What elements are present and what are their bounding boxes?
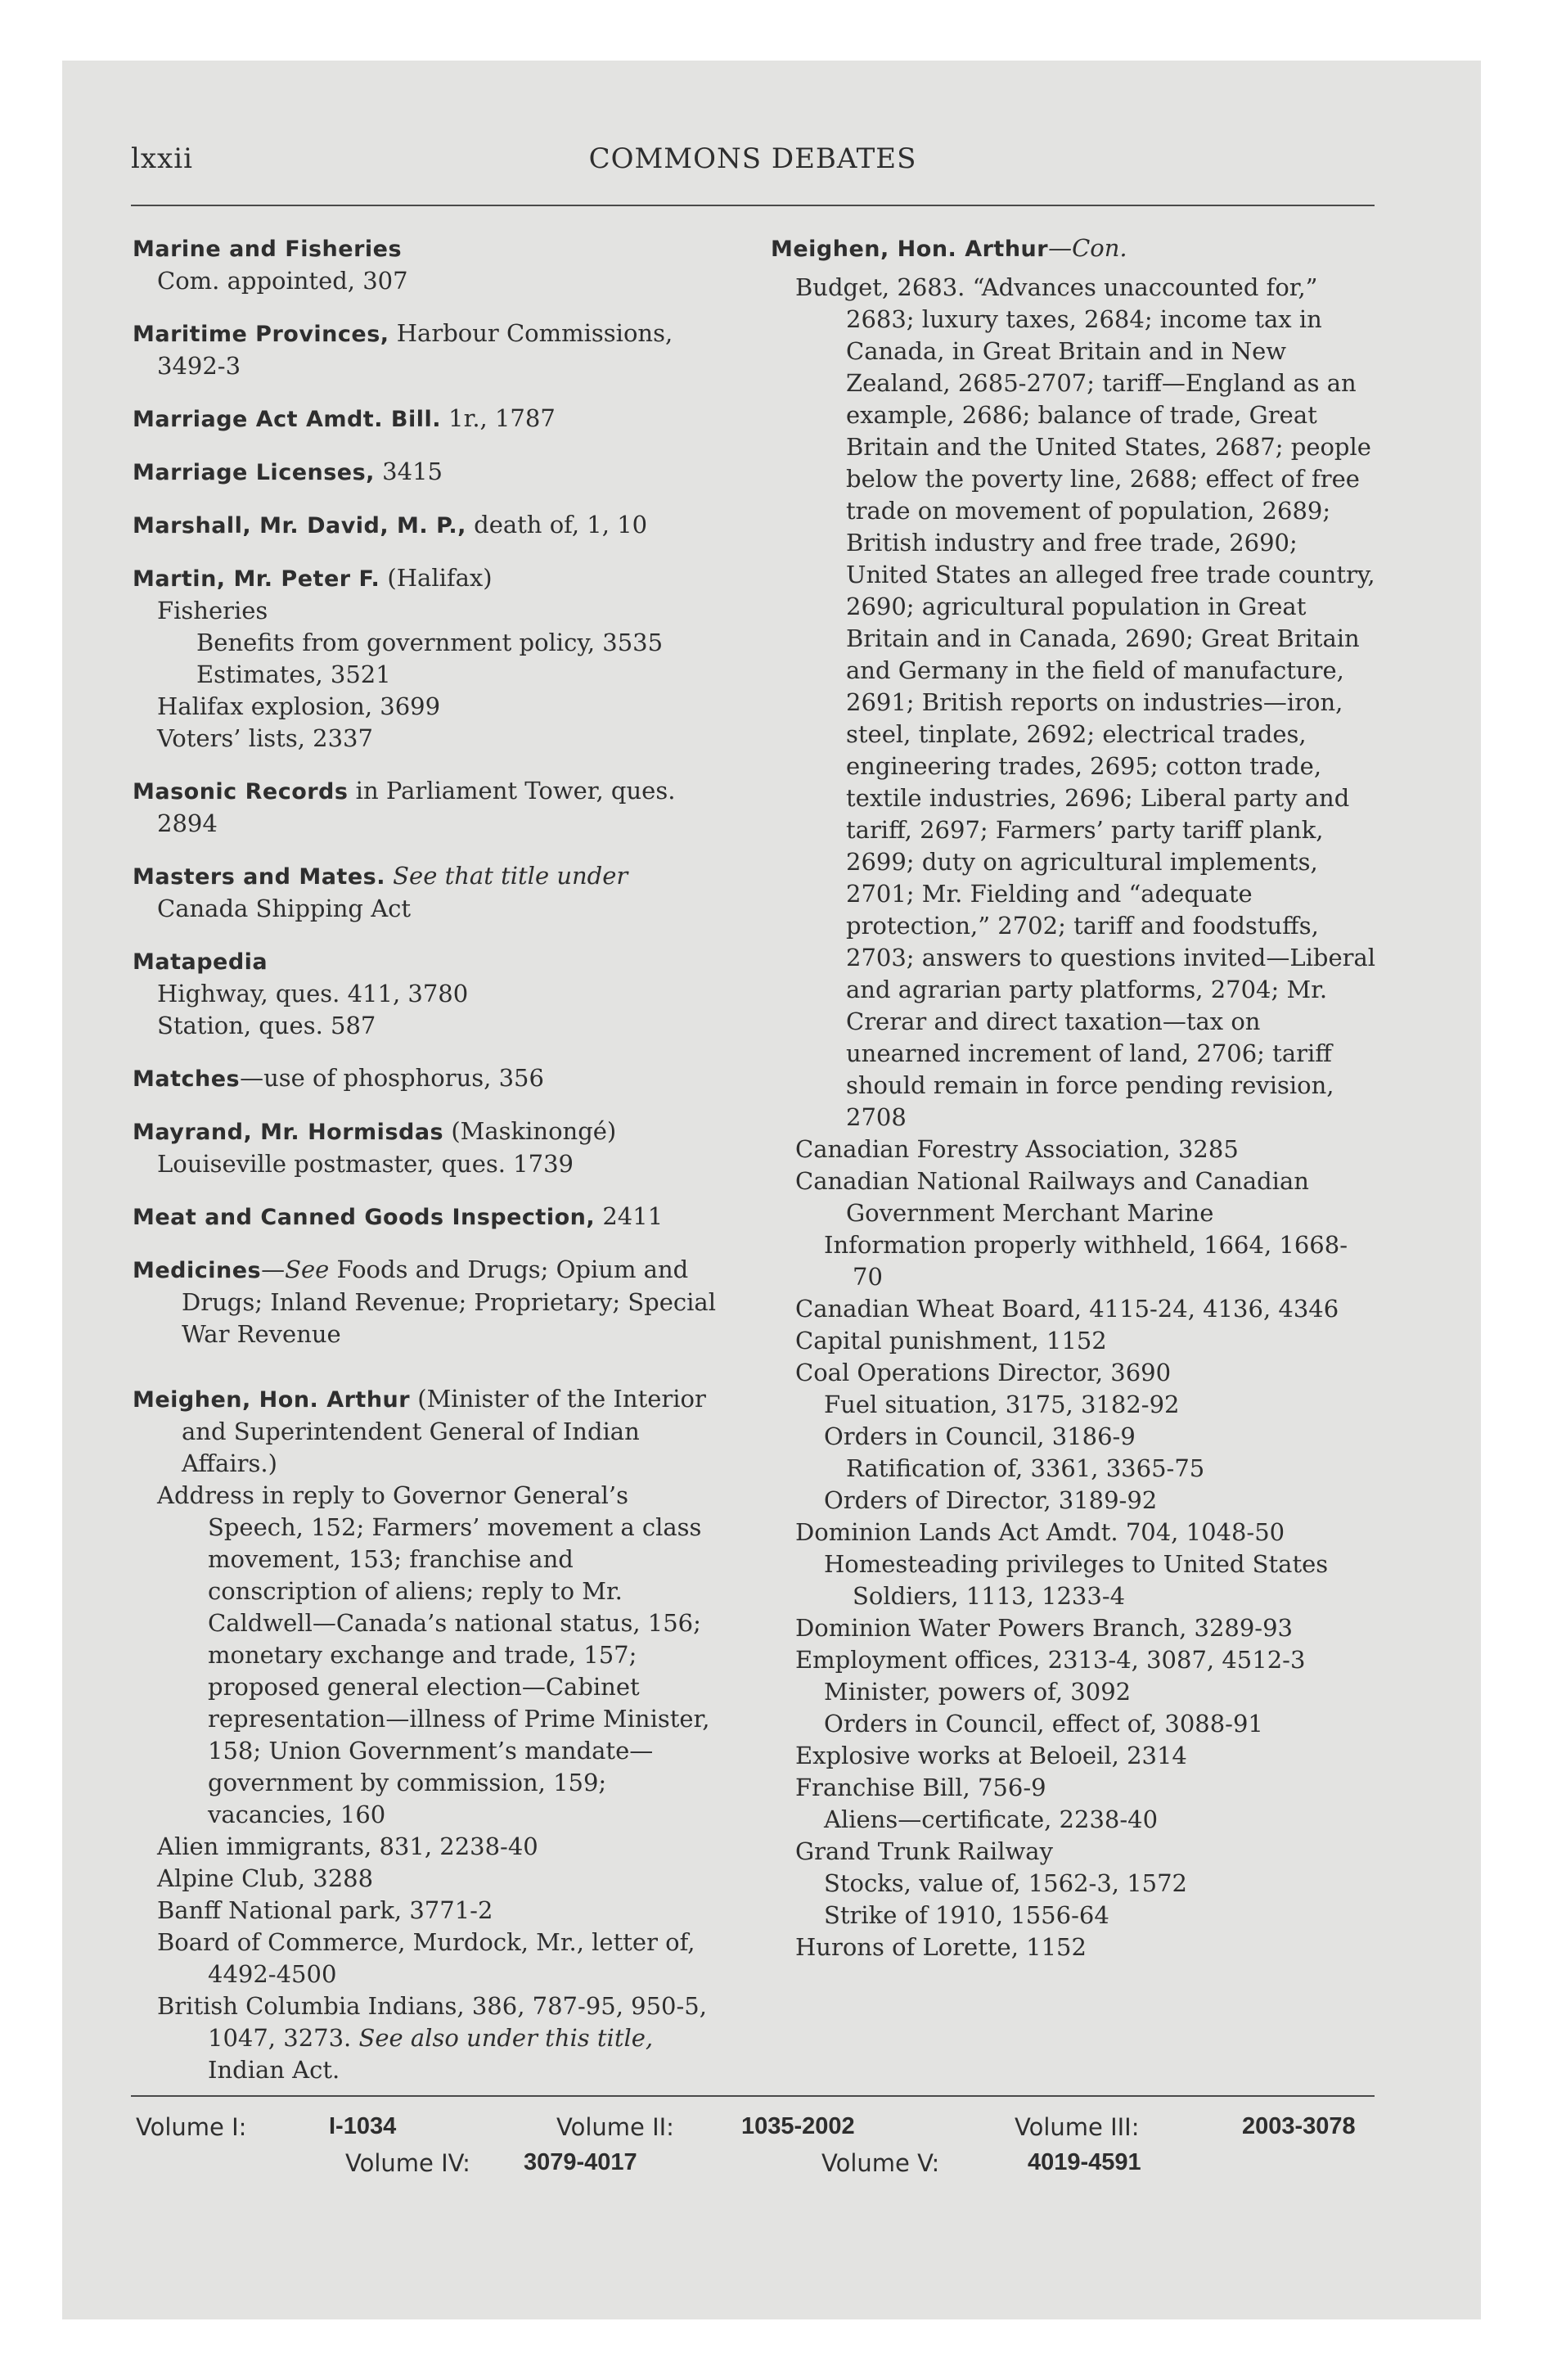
entry-text: death of, 1, 10: [466, 511, 648, 539]
entry-medicines: [133, 1254, 730, 1350]
cross-reference: See also under this title,: [351, 2024, 654, 2052]
entry-heading: Medicines: [133, 1258, 262, 1283]
entry-masonic-records: [133, 775, 730, 840]
subentry: Canadian Wheat Board, 4115-24, 4136, 4346: [795, 1295, 1339, 1323]
entry-dash: —: [261, 1255, 286, 1283]
entry-heading: Meighen, Hon. Arthur: [133, 1387, 411, 1413]
entry-mayrand: [133, 1116, 730, 1180]
entry-heading: Marriage Act Amdt. Bill.: [133, 407, 441, 432]
entry-marriage-licenses: [133, 456, 730, 489]
subsubentry: Benefits from government policy, 3535: [196, 629, 664, 656]
footer-rule: [131, 2095, 1375, 2097]
subsubentry: Strike of 1910, 1556-64: [824, 1901, 1109, 1929]
subsubentry: Estimates, 3521: [196, 660, 391, 688]
entry-heading: Marriage Licenses,: [133, 460, 375, 485]
entry-text: 3415: [374, 458, 443, 485]
entry-heading: Maritime Provinces,: [133, 322, 389, 347]
subentry: Canadian National Railways and Canadian Government Merchant Marine: [795, 1167, 1309, 1227]
entry-marine-fisheries: [133, 232, 730, 297]
entry-heading: Masters and Mates.: [133, 864, 385, 890]
entry-heading: Marshall, Mr. David, M. P.,: [133, 513, 466, 539]
volume-4-range: 3079-4017: [524, 2149, 637, 2175]
subentry: Alpine Club, 3288: [157, 1864, 374, 1892]
entry-martin: [133, 562, 730, 755]
entry-text: (Maskinongé): [443, 1117, 617, 1145]
subentry: Dominion Water Powers Branch, 3289-93: [795, 1614, 1294, 1642]
entry-heading: Meighen, Hon. Arthur: [771, 237, 1049, 262]
page-number: lxxii: [131, 142, 193, 175]
subentry: Voters’ lists, 2337: [157, 724, 373, 752]
volume-3-label: Volume III:: [1015, 2113, 1140, 2141]
continued-heading: [771, 232, 1376, 265]
entry-heading: Masonic Records: [133, 779, 349, 805]
subsubentry: Fuel situation, 3175, 3182-92: [824, 1391, 1180, 1418]
subsubentry: Information properly withheld, 1664, 1668-70: [824, 1231, 1348, 1291]
subentry-budget: Budget, 2683. “Advances unaccounted for,” 2683; luxury taxes, 2684; income tax in Canada, in Great Britain and in New Zealand, 2685-2707; tariff—England as an example, 2686; balance of trade, Great Britain and the United States, 2687; people below the poverty line, 2688; effect of free trade on movement of population, 2689; British industry and free trade, 2690; United States an alleged free trade country, 2690; agricultural population in Great Britain and in Canada, 2690; Great Britain and Germany in the field of manufacture, 2691; British reports on industries—iron, steel, tinplate, 2692; electrical trades, engineering trades, 2695; cotton trade, textile industries, 2696; Liberal party and tariff, 2697; Farmers’ party tariff plank, 2699; duty on agricultural implements, 2701; Mr. Fielding and “adequate protection,” 2702; tariff and foodstuffs, 2703; answers to questions invited—Liberal and agrarian party platforms, 2704; Mr. Crerar and direct taxation—tax on unearned increment of land, 2706; tariff should remain in force pending revision, 2708: [795, 273, 1376, 1131]
entry-text: 2411: [595, 1202, 664, 1230]
entry-heading: Marine and Fisheries: [133, 237, 403, 262]
subentry-text: British Columbia Indians, 386, 787-95, 950-5, 1047, 3273.: [157, 1992, 707, 2052]
entry-heading: Mayrand, Mr. Hormisdas: [133, 1120, 444, 1145]
subentry: Com. appointed, 307: [157, 267, 408, 295]
subsubentry: Orders of Director, 3189-92: [824, 1486, 1158, 1514]
subentry: Dominion Lands Act Amdt. 704, 1048-50: [795, 1518, 1285, 1546]
subentry-text: Indian Act.: [208, 2056, 340, 2084]
subentry: Highway, ques. 411, 3780: [157, 980, 469, 1007]
subentry: Alien immigrants, 831, 2238-40: [157, 1832, 538, 1860]
cross-reference: See: [285, 1255, 330, 1283]
volume-2-range: 1035-2002: [741, 2113, 855, 2139]
subentry: Board of Commerce, Murdock, Mr., letter of, 4492-4500: [157, 1928, 695, 1988]
entry-text: (Minister of the Interior and Superintendent General of Indian Affairs.): [182, 1385, 706, 1477]
entry-continuation: 2894: [157, 809, 218, 837]
subentry: Franchise Bill, 756-9: [795, 1774, 1046, 1801]
entry-text: Foods and Drugs; Opium and Drugs; Inland Revenue; Proprietary; Special War Revenue: [182, 1255, 716, 1348]
subentry: Employment offices, 2313-4, 3087, 4512-3: [795, 1646, 1306, 1674]
entry-text: —use of phosphorus, 356: [240, 1064, 544, 1092]
index-page: [131, 131, 1375, 2226]
volume-footer: [131, 2108, 1375, 2182]
subentry: Grand Trunk Railway: [795, 1837, 1053, 1865]
entry-heading: Meat and Canned Goods Inspection,: [133, 1205, 596, 1230]
subsubentry: Aliens—certificate, 2238-40: [824, 1805, 1159, 1833]
subsubentry: Orders in Council, effect of, 3088-91: [824, 1710, 1263, 1738]
entry-heading: Matapedia: [133, 949, 268, 975]
entry-continuation: 3492-3: [157, 352, 241, 380]
entry-text: (Halifax): [380, 564, 493, 592]
subentry: Capital punishment, 1152: [795, 1327, 1107, 1355]
entry-matapedia: [133, 945, 730, 1042]
volume-1-label: Volume I:: [136, 2113, 247, 2141]
subentry: Louiseville postmaster, ques. 1739: [157, 1150, 574, 1178]
entry-maritime-provinces: [133, 318, 730, 382]
entry-marriage-act: [133, 403, 730, 435]
entry-meighen: [133, 1383, 730, 2086]
subsubentry: Stocks, value of, 1562-3, 1572: [824, 1869, 1188, 1897]
entry-text: 1r., 1787: [440, 404, 556, 432]
header-rule: [131, 205, 1375, 206]
volume-5-label: Volume V:: [821, 2149, 940, 2177]
entry-matches: [133, 1062, 730, 1095]
subentry: Banff National park, 3771-2: [157, 1896, 493, 1924]
volume-3-range: 2003-3078: [1242, 2113, 1356, 2139]
subentry: Explosive works at Beloeil, 2314: [795, 1742, 1187, 1769]
subentry: Halifax explosion, 3699: [157, 692, 441, 720]
volume-1-range: I-1034: [329, 2113, 397, 2139]
continued-mark: —Con.: [1048, 234, 1127, 262]
subentry: Hurons of Lorette, 1152: [795, 1933, 1087, 1961]
subsubentry: Minister, powers of, 3092: [824, 1678, 1132, 1706]
cross-reference: See that title under: [385, 862, 628, 890]
entry-marshall: [133, 509, 730, 542]
subentry: Coal Operations Director, 3690: [795, 1359, 1172, 1386]
entry-text: Harbour Commissions,: [389, 319, 673, 347]
running-title: COMMONS DEBATES: [588, 142, 917, 175]
page-header: [131, 136, 1375, 177]
subentry: [133, 1990, 730, 2086]
left-column: [133, 232, 730, 2086]
subsubentry: Homesteading privileges to United States Soldiers, 1113, 1233-4: [824, 1550, 1329, 1610]
subsubentry: Orders in Council, 3186-9: [824, 1422, 1136, 1450]
volume-4-label: Volume IV:: [345, 2149, 470, 2177]
subsubsubentry: Ratification of, 3361, 3365-75: [846, 1454, 1205, 1482]
entry-heading: Martin, Mr. Peter F.: [133, 566, 380, 592]
right-column: [771, 232, 1376, 1963]
subentry: Station, ques. 587: [157, 1012, 376, 1039]
volume-2-label: Volume II:: [556, 2113, 674, 2141]
entry-heading: Matches: [133, 1066, 241, 1092]
subentry: Canadian Forestry Association, 3285: [795, 1135, 1239, 1163]
volume-5-range: 4019-4591: [1028, 2149, 1141, 2175]
subentry: Fisheries: [157, 597, 268, 624]
entry-continuation: Canada Shipping Act: [157, 895, 412, 922]
entry-text: in Parliament Tower, ques.: [348, 777, 676, 805]
entry-masters-mates: [133, 860, 730, 925]
subentry-address: Address in reply to Governor General’s Speech, 152; Farmers’ movement a class movement, 153; franchise and conscription of aliens; reply to Mr. Caldwell—Canada’s national status, 156; monetary exchange and trade, 157; proposed general election—Cabinet representation—illness of Prime Minister, 158; Union Government’s mandate—government by commission, 159; vacancies, 160: [157, 1481, 710, 1828]
entry-meat-canned-goods: [133, 1201, 730, 1233]
